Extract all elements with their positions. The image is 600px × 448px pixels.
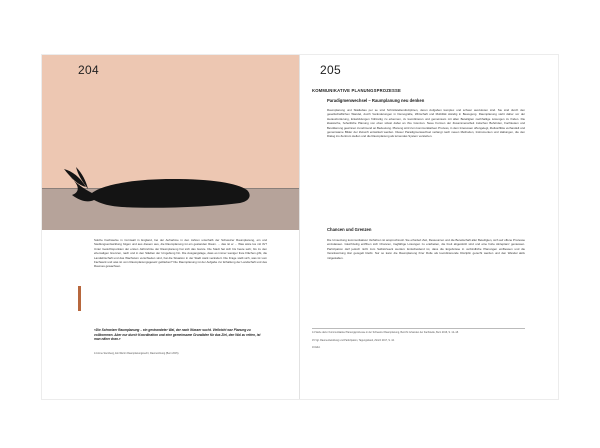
right-body-text: Raumplanung und Städtebau per se sind Schnittstellendisziplinen, deren Aufgaben komplex und schwer auszuloten sind. Sie sind durch den gesellschaftlichen Wandel, durch Veränderungen in Demografie, Wirtschaft und Mobilität ständig in Bewegung. Raumplanung steht daher vor der Herausforderung, Entwicklungen frühzeitig zu erkennen, zu koordinieren und gemeinsam mit allen Beteiligten nachhaltige Lösungen zu finden. Die klassische, hoheitliche Planung von oben stösst dabei an ihre Grenzen. Neue Formen der Zusammenarbeit zwischen Behörden, Fachleuten und Bevölkerung gewinnen zunehmend an Bedeutung. Planung wird zum kommunikativen Prozess, in dem Interessen offengelegt, Zielkonflikte verhandelt und gemeinsame Bilder der Zukunft entwickelt werden. Dieser Paradigmenwechsel verlangt nach neuen Methoden, Instrumenten und Haltungen, die den Dialog ins Zentrum stellen und die Raumplanung als lernendes System verstehen. bbox=[327, 108, 525, 139]
section-caps: KOMMUNIKATIVE PLANUNGSPROZESSE bbox=[312, 88, 401, 93]
right-secondary-text: Die Umsetzung kommunikativer Verfahren ist anspruchsvoll. Sie erfordert Zeit, Ressourcen und die Bereitschaft aller Beteiligten, sich auf offene Prozesse einzulassen. Gleichzeitig eröffnen sich Chancen, tragfähige Lösungen zu erarbeiten, die breit abgestützt sind und eine hohe Akzeptanz geniessen. Partizipation darf jedoch nicht zum Selbstzweck werden: Entscheidend ist, dass die Ergebnisse in verbindliche Planungen einfliessen und die Verantwortung klar geregelt bleibt. Nur so kann die Raumplanung ihrer Rolle als koordinierende Disziplin gerecht werden und den Wandel aktiv mitgestalten. bbox=[327, 238, 525, 260]
right-footnote-1: 14 Siehe dazu: Kommunikative Planungsprozesse in der Schweizer Raumplanung, Bericht zuhanden der Fachstelle, Bern 2016, S. 12–18. bbox=[312, 331, 459, 334]
pull-quote: «Die Schweizer Raumplanung – ein gestrandeter Wal, der nach Wasser sucht. Vielleicht war Planung zu vollkommen. Aber nur durch Koordination und eine gemeinsame Grundidee für das Ziel, den Wal zu retten, ist man näher dran.» bbox=[94, 328, 261, 341]
page-number-left: 204 bbox=[78, 63, 99, 77]
page-number-right: 205 bbox=[320, 63, 341, 77]
gutter bbox=[299, 55, 300, 399]
right-footnote-2: 15 Vgl. Raumentwicklung und Partizipation, Tagungsband, Zürich 2017, S. 44. bbox=[312, 339, 395, 342]
whale-illustration bbox=[42, 55, 299, 230]
right-footnote-3: 16 Ebd. bbox=[312, 346, 321, 349]
left-footnote: 14 Anne Sternberg, Ein Wal im Raumplanungsrecht, Raumordnung (Bern 2015). bbox=[94, 352, 180, 355]
left-body-text: Solche Fachwerke in Cornwall in England, bei der Aufnahme in den Jahren unterhalb der Schweizer Raumplanung, ein und Siedlungsentwicklung folgen und aus diesem aus, die Raumplanung ist ein gestanden Raum. ... das ist er ... Was wäre los mit ihr? Unter Gesichtspunkten der ersten Jahrzehnte der Raumplanung hat sich das Ganze. Die Stadt hat sich bis heute sehr, bis zu den ehemaligen Grenzen, nach und in den Städten der Umgebung hin. Die Ausgangslage, dass es immer weniger freie Flächen gibt, die Landwirtschaft und das Wachstum verschieden sind, hat die Situation in der Stadt stark verändert. Die Frage stellt sich, was ist vom Fachwerk und was ist vom Raumplanungsgesetz geblieben? Die Raumplanung ist der Aufgabe zur Erhaltung der Landschaft und des Raumes gewachsen. bbox=[94, 238, 267, 269]
whale-icon bbox=[62, 165, 262, 210]
footnote-separator bbox=[312, 328, 525, 329]
accent-bar bbox=[78, 286, 81, 311]
section-title: Paradigmenwechsel – Raumplanung neu denken bbox=[327, 98, 425, 103]
subheading: Chancen und Grenzen bbox=[327, 227, 372, 232]
